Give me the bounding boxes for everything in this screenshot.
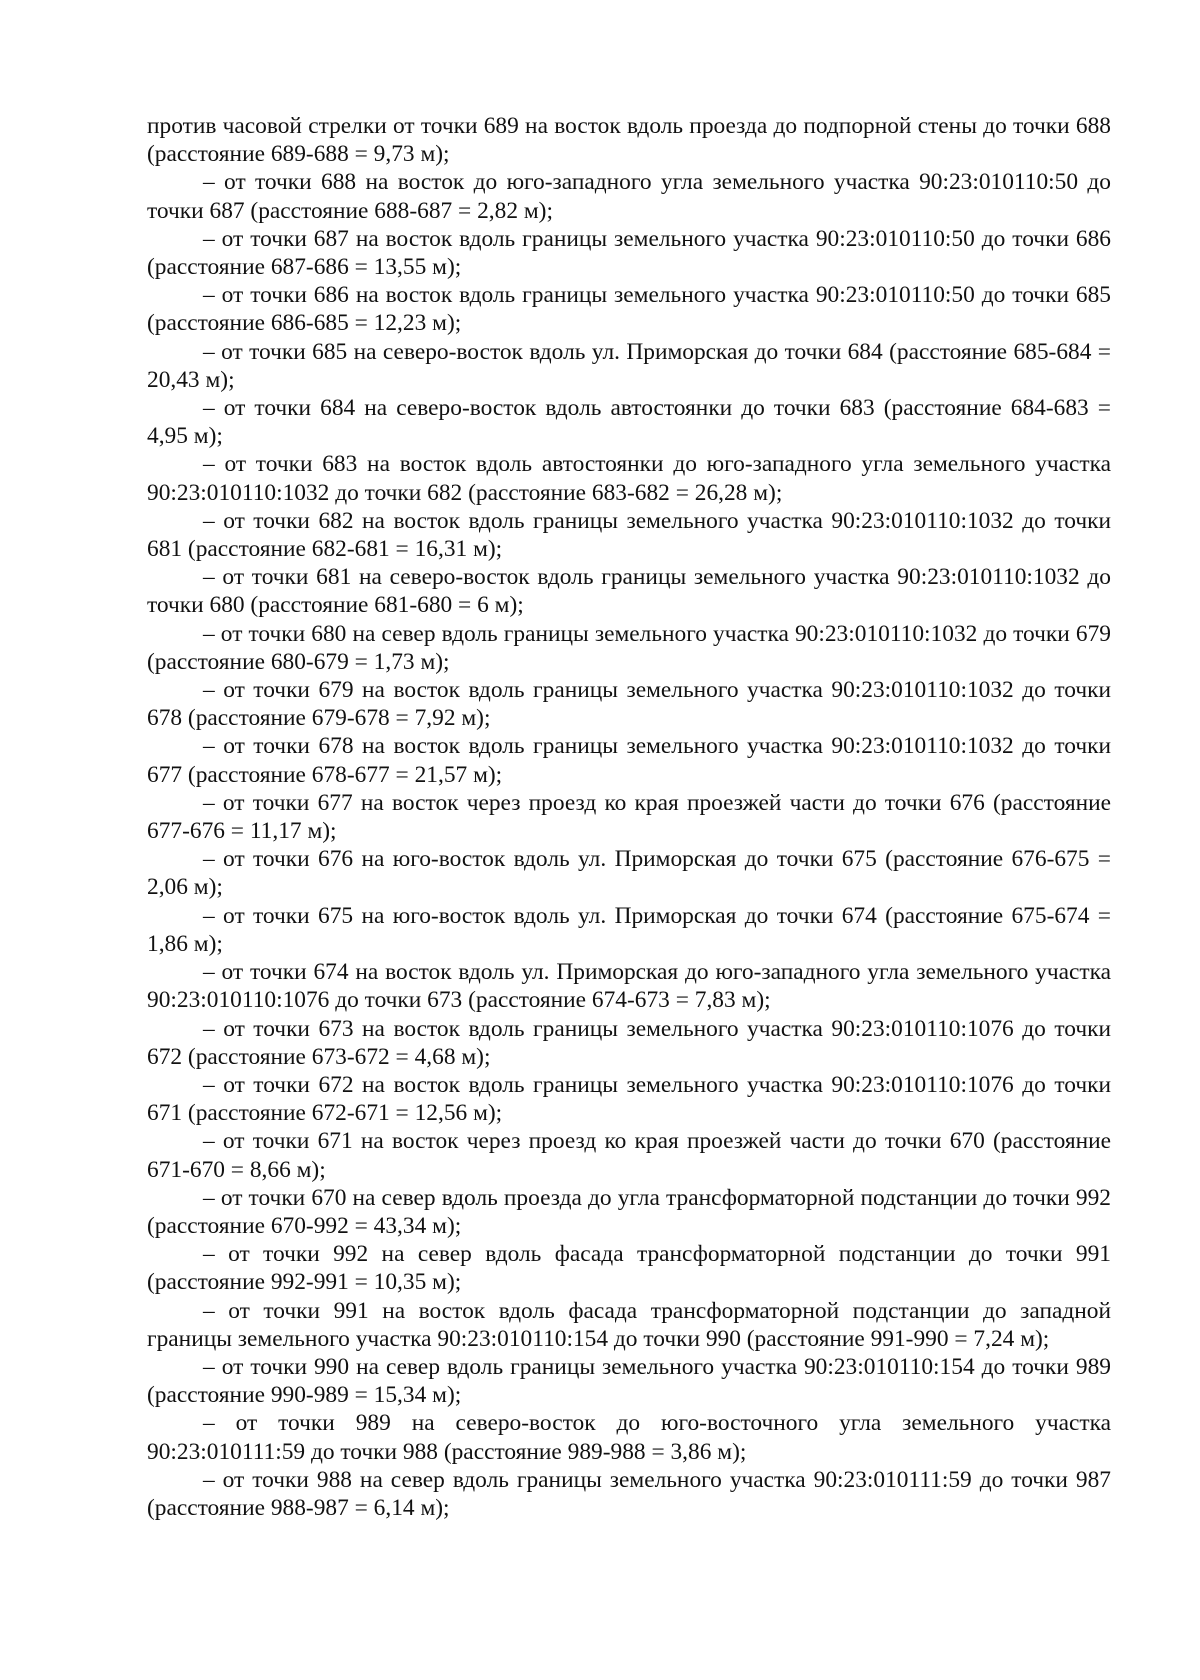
paragraph: – от точки 683 на восток вдоль автостоянки до юго-западного угла земельного участка 90:23:010110:1032 до точки 682 (расстояние 683-682 = 26,28 м); xyxy=(147,451,1111,506)
paragraph: – от точки 680 на север вдоль границы земельного участка 90:23:010110:1032 до точки 679 (расстояние 680-679 = 1,73 м); xyxy=(147,620,1111,675)
paragraph: – от точки 676 на юго-восток вдоль ул. Приморская до точки 675 (расстояние 676-675 = 2,06 м); xyxy=(147,846,1111,901)
paragraph: – от точки 990 на север вдоль границы земельного участка 90:23:010110:154 до точки 989 (расстояние 990-989 = 15,34 м); xyxy=(147,1353,1111,1409)
paragraph: – от точки 685 на северо-восток вдоль ул. Приморская до точки 684 (расстояние 685-684 = 20,43 м); xyxy=(147,338,1111,393)
paragraph: – от точки 673 на восток вдоль границы земельного участка 90:23:010110:1076 до точки 672 (расстояние 673-672 = 4,68 м); xyxy=(147,1015,1111,1070)
paragraph: – от точки 679 на восток вдоль границы земельного участка 90:23:010110:1032 до точки 678 (расстояние 679-678 = 7,92 м); xyxy=(147,677,1111,732)
paragraph: – от точки 988 на север вдоль границы земельного участка 90:23:010111:59 до точки 987 (расстояние 988-987 = 6,14 м); xyxy=(147,1466,1111,1521)
paragraph: – от точки 989 на северо-восток до юго-восточного угла земельного участка 90:23:010111:59 до точки 988 (расстояние 989-988 = 3,86 м); xyxy=(147,1410,1111,1465)
paragraph: – от точки 671 на восток через проезд ко края проезжей части до точки 670 (расстояние 671-670 = 8,66 м); xyxy=(147,1128,1111,1183)
paragraph: против часовой стрелки от точки 689 на восток вдоль проезда до подпорной стены до точки 688 (расстояние 689-688 = 9,73 м); xyxy=(147,113,1111,168)
paragraph: – от точки 687 на восток вдоль границы земельного участка 90:23:010110:50 до точки 686 (расстояние 687-686 = 13,55 м); xyxy=(147,225,1111,281)
paragraph: – от точки 670 на север вдоль проезда до угла трансформаторной подстанции до точки 992 (расстояние 670-992 = 43,34 м); xyxy=(147,1184,1111,1239)
paragraph: – от точки 688 на восток до юго-западного угла земельного участка 90:23:010110:50 до точки 687 (расстояние 688-687 = 2,82 м); xyxy=(147,169,1111,224)
paragraph: – от точки 991 на восток вдоль фасада трансформаторной подстанции до западной границы земельного участка 90:23:010110:154 до точки 990 (расстояние 991-990 = 7,24 м); xyxy=(147,1297,1111,1352)
paragraph: – от точки 678 на восток вдоль границы земельного участка 90:23:010110:1032 до точки 677 (расстояние 678-677 = 21,57 м); xyxy=(147,733,1111,788)
paragraph: – от точки 684 на северо-восток вдоль автостоянки до точки 683 (расстояние 684-683 = 4,95 м); xyxy=(147,395,1111,450)
paragraph: – от точки 677 на восток через проезд ко края проезжей части до точки 676 (расстояние 677-676 = 11,17 м); xyxy=(147,789,1111,845)
paragraph: – от точки 674 на восток вдоль ул. Приморская до юго-западного угла земельного участка 90:23:010110:1076 до точки 673 (расстояние 674-673 = 7,83 м); xyxy=(147,959,1111,1014)
document-body xyxy=(147,112,1111,1522)
paragraph: – от точки 681 на северо-восток вдоль границы земельного участка 90:23:010110:1032 до точки 680 (расстояние 681-680 = 6 м); xyxy=(147,564,1111,619)
paragraph: – от точки 992 на север вдоль фасада трансформаторной подстанции до точки 991 (расстояние 992-991 = 10,35 м); xyxy=(147,1241,1111,1296)
paragraph: – от точки 682 на восток вдоль границы земельного участка 90:23:010110:1032 до точки 681 (расстояние 682-681 = 16,31 м); xyxy=(147,507,1111,563)
paragraph: – от точки 686 на восток вдоль границы земельного участка 90:23:010110:50 до точки 685 (расстояние 686-685 = 12,23 м); xyxy=(147,282,1111,337)
paragraph: – от точки 675 на юго-восток вдоль ул. Приморская до точки 674 (расстояние 675-674 = 1,86 м); xyxy=(147,902,1111,957)
paragraph: – от точки 672 на восток вдоль границы земельного участка 90:23:010110:1076 до точки 671 (расстояние 672-671 = 12,56 м); xyxy=(147,1071,1111,1127)
